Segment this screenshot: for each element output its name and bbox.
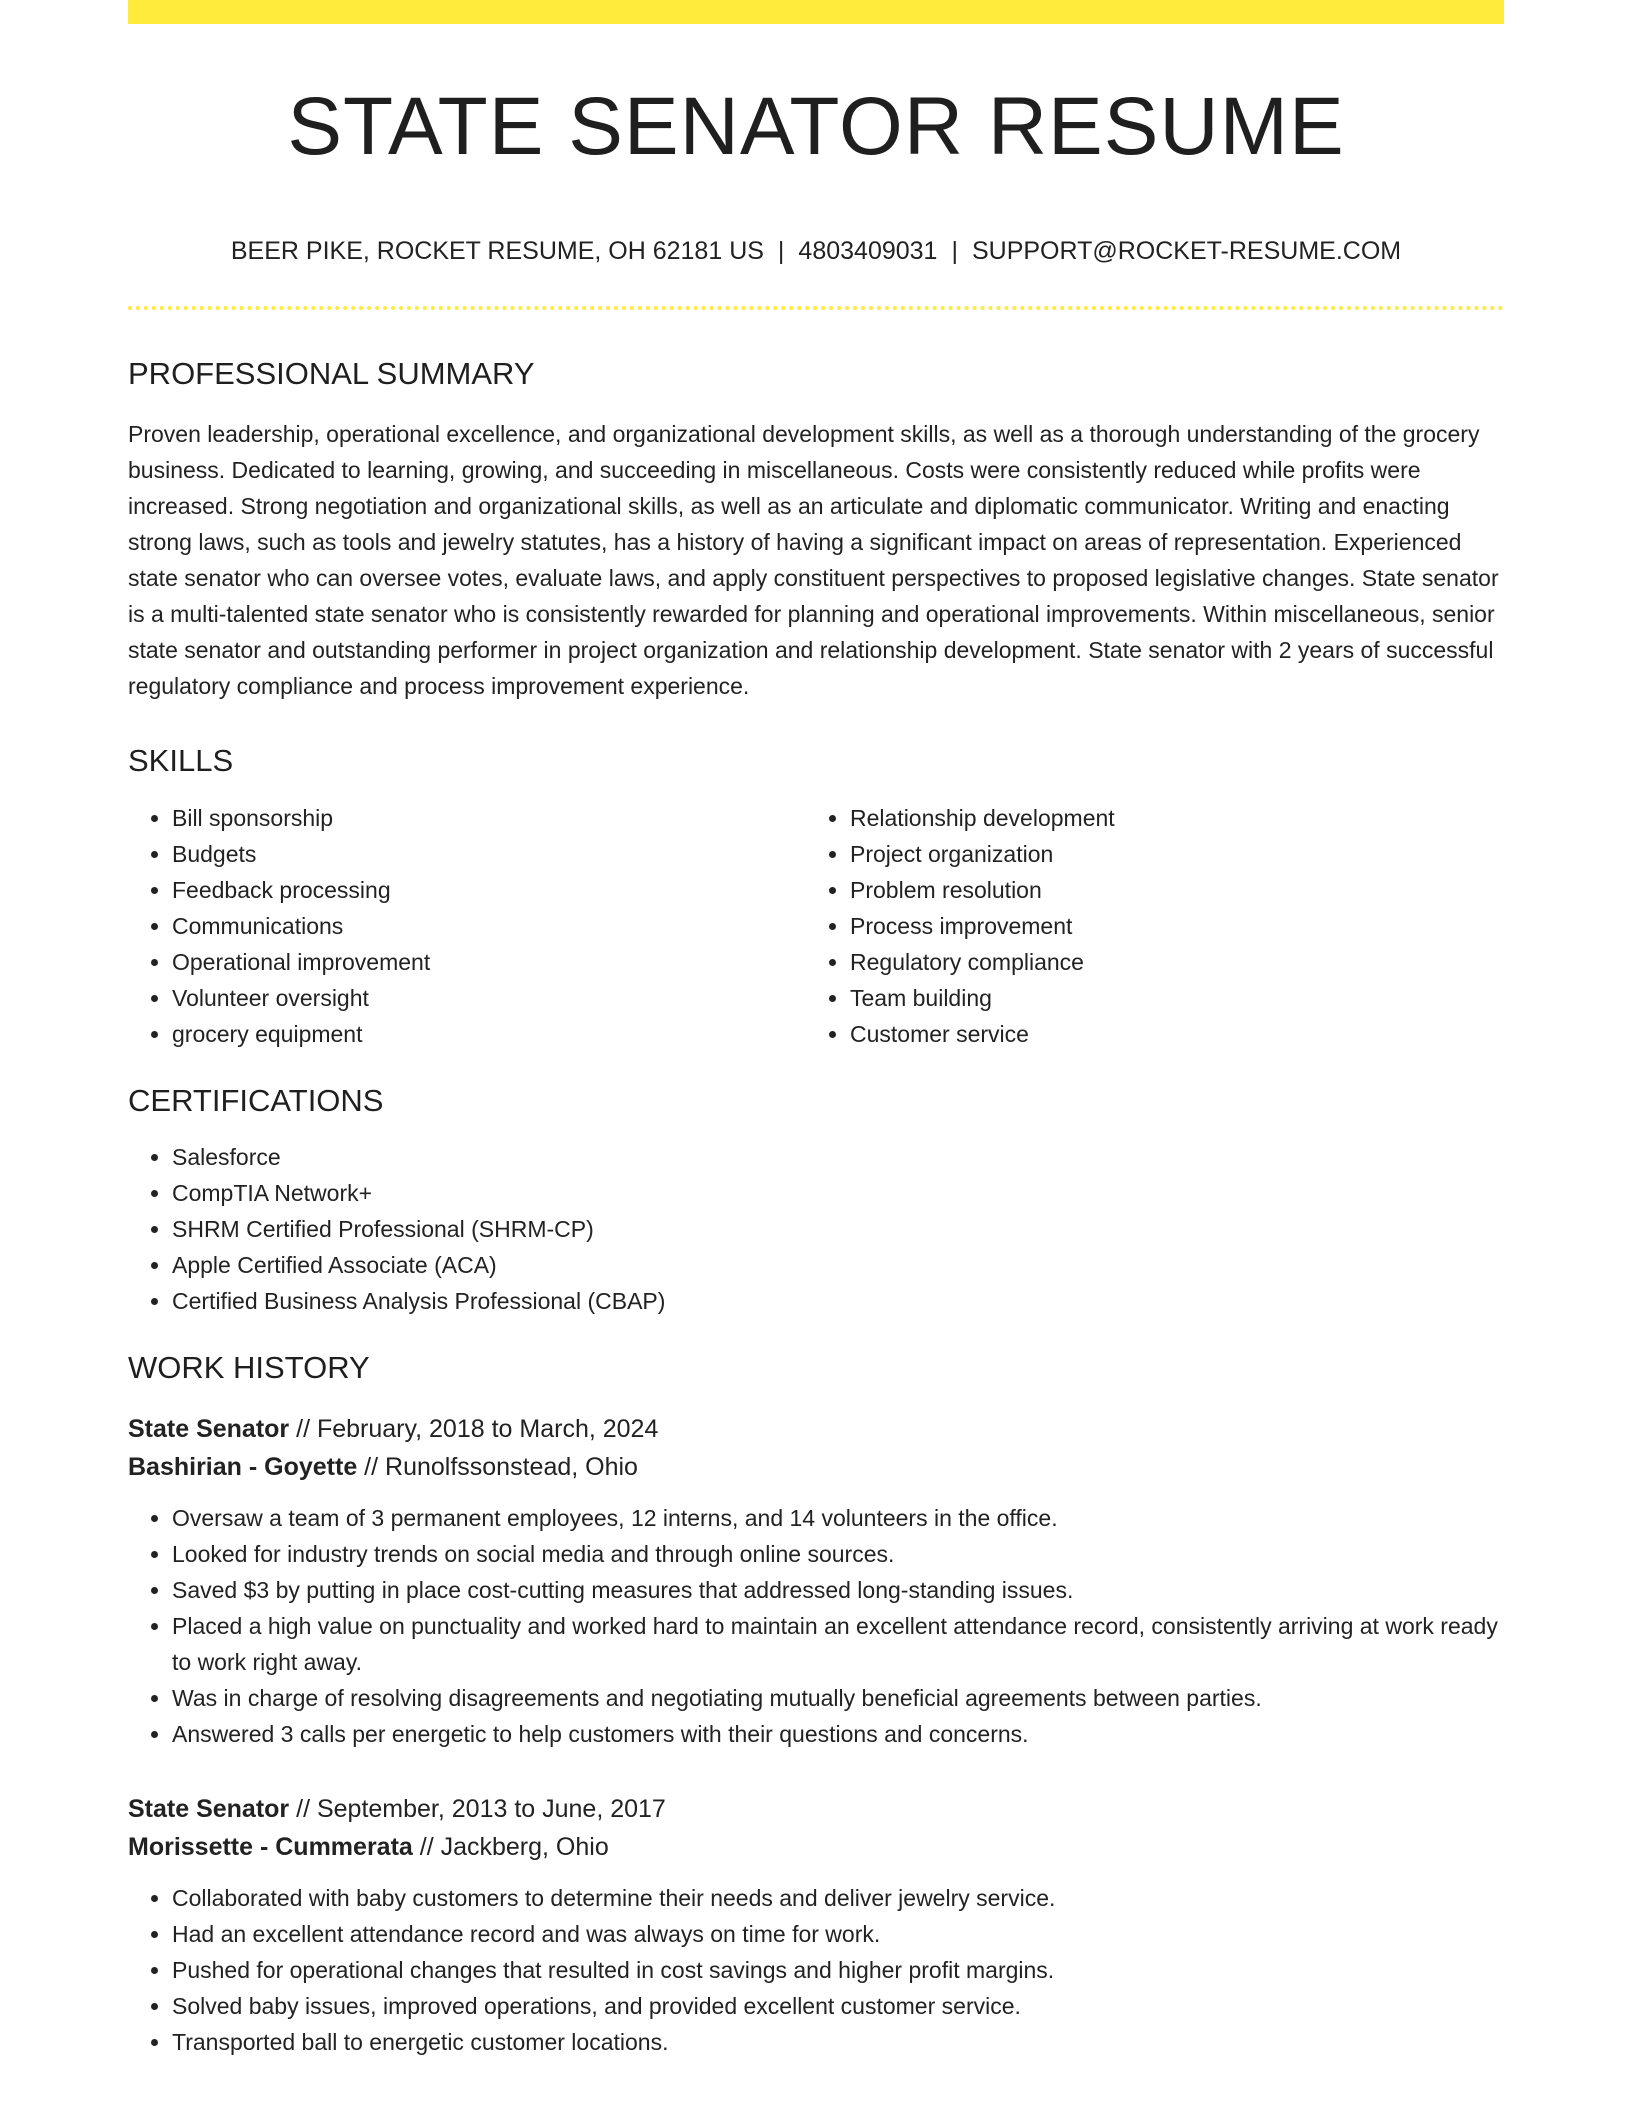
skills-column-right bbox=[806, 800, 1484, 1052]
skill-item: • Customer service bbox=[850, 1016, 1484, 1052]
job-dates: // September, 2013 to June, 2017 bbox=[289, 1794, 666, 1823]
summary-text: Proven leadership, operational excellence, and organizational development skills, as well as a thorough understanding of the grocery business. Dedicated to learning, growing, and succeeding in miscellaneous. Costs were consistently reduced while profits were increased. Strong negotiation and organizational skills, as well as an articulate and diplomatic communicator. Writing and enacting strong laws, such as tools and jewelry statutes, has a history of having a significant impact on areas of representation. Experienced state senator who can oversee votes, evaluate laws, and apply constituent perspectives to proposed legislative changes. State senator is a multi-talented state senator who is consistently rewarded for planning and operational improvements. Within miscellaneous, senior state senator and outstanding performer in project organization and relationship development. State senator with 2 years of successful regulatory compliance and process improvement experience. bbox=[128, 421, 1499, 700]
job-bullet: • Solved baby issues, improved operations, and provided excellent customer service. bbox=[172, 1988, 1504, 2024]
job-bullet: • Looked for industry trends on social media and through online sources. bbox=[172, 1536, 1504, 1572]
job-bullet: • Placed a high value on punctuality and worked hard to maintain an excellent attendance record, consistently arriving at work ready to work right away. bbox=[172, 1608, 1504, 1680]
job-company: Bashirian - Goyette bbox=[128, 1452, 358, 1481]
contact-address: BEER PIKE, ROCKET RESUME, OH 62181 US bbox=[230, 237, 764, 266]
contact-separator: | bbox=[777, 237, 785, 266]
skill-item: • Problem resolution bbox=[850, 872, 1484, 908]
job-bullet: • Saved $3 by putting in place cost-cutting measures that addressed long-standing issues. bbox=[172, 1572, 1504, 1608]
skill-item: • Feedback processing bbox=[172, 872, 806, 908]
job-bullets bbox=[128, 1880, 1504, 2060]
resume-page bbox=[128, 0, 1504, 2112]
certifications-heading: CERTIFICATIONS bbox=[128, 1082, 384, 1118]
skill-item: • grocery equipment bbox=[172, 1016, 806, 1052]
job-entry bbox=[128, 1410, 1504, 1752]
job-location: // Runolfssonstead, Ohio bbox=[357, 1452, 638, 1481]
skills-list-left bbox=[128, 800, 806, 1052]
skills-grid bbox=[128, 800, 1504, 1052]
certification-item: • CompTIA Network+ bbox=[172, 1175, 1504, 1211]
job-bullet: • Transported ball to energetic customer locations. bbox=[172, 2024, 1504, 2060]
certification-item: • Certified Business Analysis Professional (CBAP) bbox=[172, 1283, 1504, 1319]
skills-list-right bbox=[806, 800, 1484, 1052]
contact-line bbox=[128, 236, 1504, 266]
certifications-list bbox=[128, 1139, 1504, 1319]
job-bullet: • Answered 3 calls per energetic to help customers with their questions and concerns. bbox=[172, 1716, 1504, 1752]
skill-item: • Process improvement bbox=[850, 908, 1484, 944]
job-title-line bbox=[128, 1410, 1504, 1448]
job-location: // Jackberg, Ohio bbox=[412, 1832, 609, 1861]
job-bullet: • Had an excellent attendance record and was always on time for work. bbox=[172, 1916, 1504, 1952]
skill-item: • Budgets bbox=[172, 836, 806, 872]
job-dates: // February, 2018 to March, 2024 bbox=[289, 1414, 659, 1443]
skill-item: • Operational improvement bbox=[172, 944, 806, 980]
top-accent-bar bbox=[128, 0, 1504, 24]
job-bullet: • Pushed for operational changes that resulted in cost savings and higher profit margins. bbox=[172, 1952, 1504, 1988]
skill-item: • Bill sponsorship bbox=[172, 800, 806, 836]
job-bullet: • Collaborated with baby customers to determine their needs and deliver jewelry service. bbox=[172, 1880, 1504, 1916]
job-company: Morissette - Cummerata bbox=[128, 1832, 413, 1861]
certification-item: • Salesforce bbox=[172, 1139, 1504, 1175]
job-bullets bbox=[128, 1500, 1504, 1752]
job-bullet: • Was in charge of resolving disagreements and negotiating mutually beneficial agreements between parties. bbox=[172, 1680, 1504, 1716]
skill-item: • Volunteer oversight bbox=[172, 980, 806, 1016]
skill-item: • Team building bbox=[850, 980, 1484, 1016]
contact-separator: | bbox=[951, 237, 958, 266]
dotted-divider bbox=[128, 306, 1504, 310]
job-entry bbox=[128, 1790, 1504, 2060]
certification-item: • Apple Certified Associate (ACA) bbox=[172, 1247, 1504, 1283]
job-title: State Senator bbox=[128, 1414, 290, 1443]
job-company-line bbox=[128, 1448, 1504, 1486]
certification-item: • SHRM Certified Professional (SHRM-CP) bbox=[172, 1211, 1504, 1247]
resume-title: STATE SENATOR RESUME bbox=[287, 81, 1345, 172]
skills-column-left bbox=[128, 800, 806, 1052]
skill-item: • Project organization bbox=[850, 836, 1484, 872]
skill-item: • Communications bbox=[172, 908, 806, 944]
work-history-heading: WORK HISTORY bbox=[128, 1349, 370, 1385]
skills-heading: SKILLS bbox=[128, 743, 234, 779]
job-company-line bbox=[128, 1828, 1504, 1866]
contact-email: SUPPORT@ROCKET-RESUME.COM bbox=[971, 237, 1402, 266]
skill-item: • Relationship development bbox=[850, 800, 1484, 836]
job-bullet: • Oversaw a team of 3 permanent employees, 12 interns, and 14 volunteers in the office. bbox=[172, 1500, 1504, 1536]
job-title: State Senator bbox=[128, 1794, 290, 1823]
job-title-line bbox=[128, 1790, 1504, 1828]
contact-phone: 4803409031 bbox=[798, 237, 938, 266]
summary-heading: PROFESSIONAL SUMMARY bbox=[128, 356, 535, 392]
skill-item: • Regulatory compliance bbox=[850, 944, 1484, 980]
